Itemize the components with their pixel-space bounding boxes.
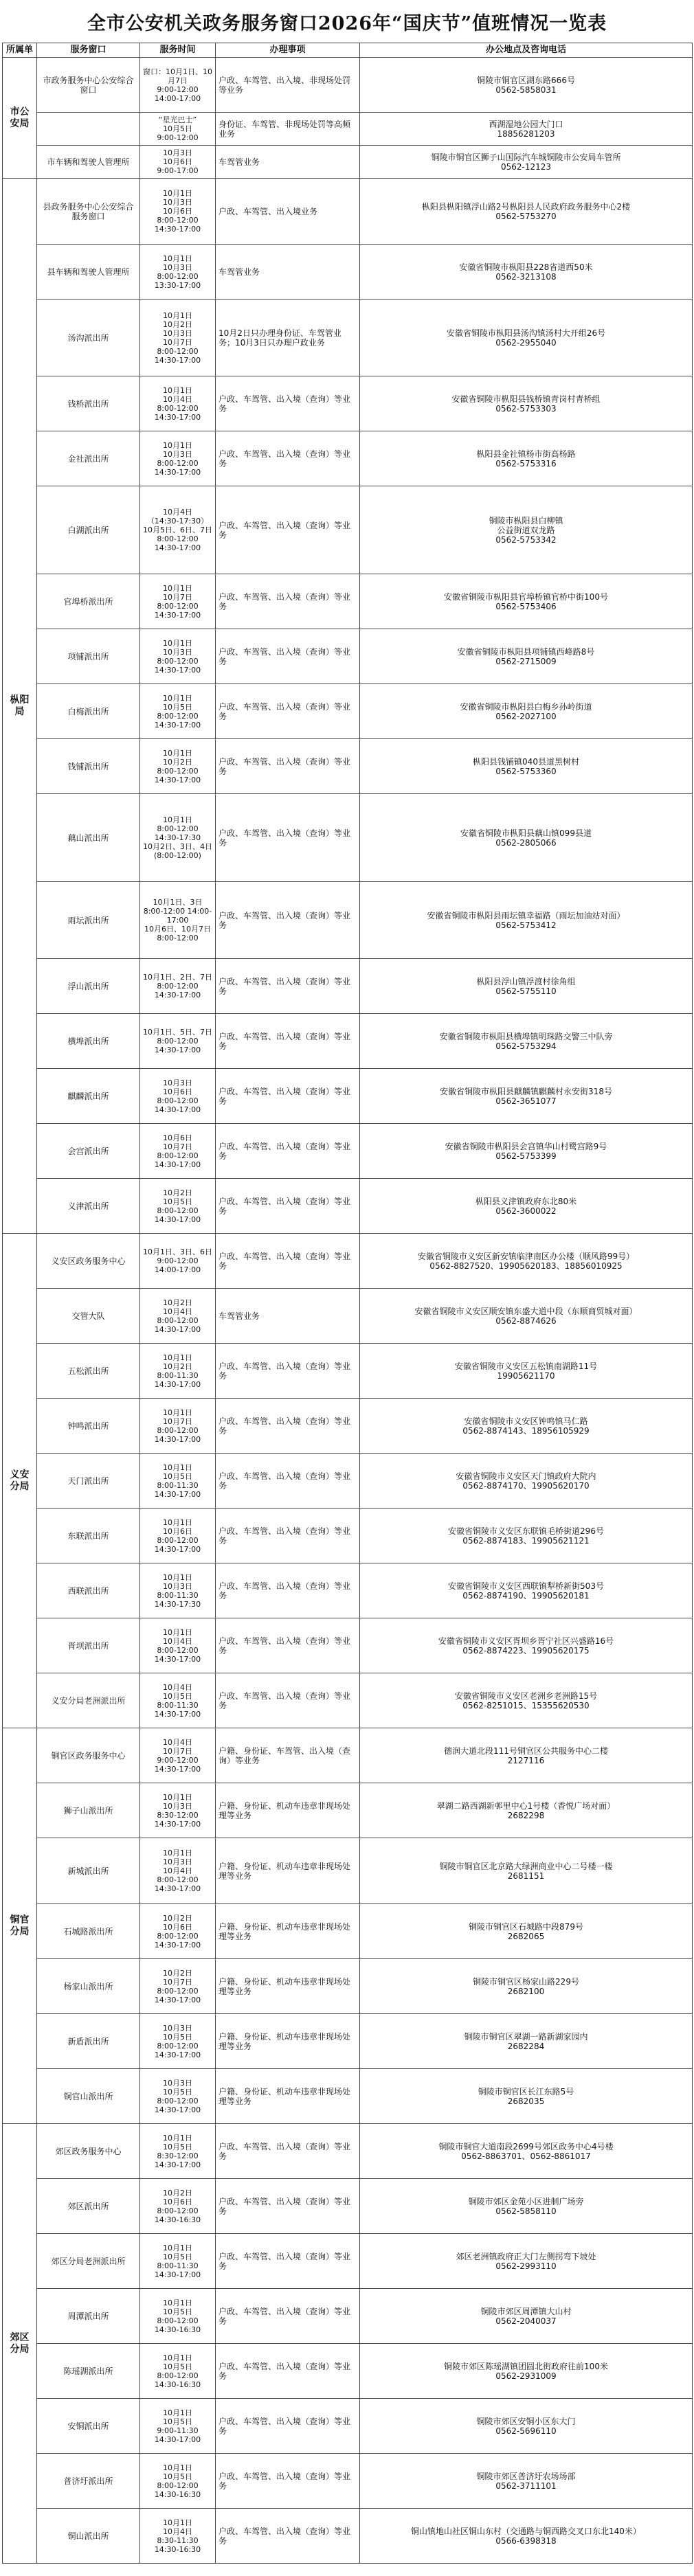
contact-cell: 安徽省铜陵市枞阳县会宫镇华山村鹭宫路9号 0562-5753399 bbox=[360, 1124, 693, 1179]
table-row bbox=[3, 2069, 693, 2124]
task-cell: 户政、车驾管、出入境（查询）等业务 bbox=[216, 2179, 360, 2234]
contact-cell: 安徽省铜陵市义安区胥坝乡胥宁社区兴盛路16号 0562-8874223、19905620175 bbox=[360, 1618, 693, 1673]
table-row bbox=[3, 245, 693, 300]
contact-cell: 铜陵市铜官区杨家山路229号 2682100 bbox=[360, 1959, 693, 2014]
time-cell: 10月4日 10月7日 9:00-12:00 14:30-17:00 bbox=[140, 1728, 216, 1783]
window-cell: 普济圩派出所 bbox=[37, 2454, 140, 2509]
table-row bbox=[3, 376, 693, 431]
window-cell: 铜官区政务服务中心 bbox=[37, 1728, 140, 1783]
time-cell: 10月1日 10月5日 8:00-11:30 14:30-17:00 bbox=[140, 1454, 216, 1509]
time-cell: 10月1日 10月5日 9:00-11:30 14:30-17:00 bbox=[140, 2399, 216, 2454]
window-cell: 西联派出所 bbox=[37, 1563, 140, 1618]
task-cell: 户政、车驾管、出入境（查询）等业务 bbox=[216, 1673, 360, 1728]
table-row bbox=[3, 1783, 693, 1838]
task-cell: 户政、车驾管、出入境（查询）等业务 bbox=[216, 1618, 360, 1673]
time-cell: 10月1日 10月4日 8:00-12:00 14:30-17:00 bbox=[140, 376, 216, 431]
window-cell: 县车辆和驾驶人管理所 bbox=[37, 245, 140, 300]
time-cell: 10月1日 10月5日 8:30-12:00 14:30-17:00 bbox=[140, 2124, 216, 2179]
contact-cell: 安徽省铜陵市义安区天门镇政府大院内 0562-8874170、19905620170 bbox=[360, 1454, 693, 1509]
window-cell: 陈瑶湖派出所 bbox=[37, 2344, 140, 2399]
contact-cell: 德润大道北段111号铜官区公共服务中心二楼 2127116 bbox=[360, 1728, 693, 1783]
bureau-cell: 市公安局 bbox=[3, 58, 37, 179]
task-cell: 车驾管业务 bbox=[216, 245, 360, 300]
contact-cell: 郊区老洲镇政府正大门左侧拐弯下坡处 0562-2993110 bbox=[360, 2234, 693, 2289]
header-window: 服务窗口 bbox=[37, 43, 140, 58]
contact-cell: 安徽省铜陵市枞阳县228省道西50米 0562-3213108 bbox=[360, 245, 693, 300]
window-cell: 汤沟派出所 bbox=[37, 300, 140, 376]
contact-cell: 枞阳县义津镇政府东北80米 0562-3600022 bbox=[360, 1179, 693, 1234]
table-row bbox=[3, 2234, 693, 2289]
window-cell: 项铺派出所 bbox=[37, 629, 140, 684]
window-cell: 郊区分局老洲派出所 bbox=[37, 2234, 140, 2289]
window-cell: 石城路派出所 bbox=[37, 1904, 140, 1959]
table-row bbox=[3, 2179, 693, 2234]
window-cell: 市政务服务中心公安综合窗口 bbox=[37, 58, 140, 113]
table-row bbox=[3, 1399, 693, 1454]
window-cell: 狮子山派出所 bbox=[37, 1783, 140, 1838]
time-cell: 10月3日 10月5日 8:00-12:00 14:30-17:00 bbox=[140, 2069, 216, 2124]
table-row bbox=[3, 2454, 693, 2509]
time-cell: 10月1日 10月4日 8:30-11:30 14:30-16:30 bbox=[140, 2509, 216, 2564]
table-row bbox=[3, 1179, 693, 1234]
time-cell: 10月1日、2日、7日 8:00-12:00 14:30-17:00 bbox=[140, 959, 216, 1014]
task-cell: 户政、车驾管、出入境（查询）等业务 bbox=[216, 1399, 360, 1454]
task-cell: 户籍、身份证、机动车违章非现场处理等业务 bbox=[216, 1838, 360, 1904]
contact-cell: 铜陵市枞阳县白柳镇 公益街道双龙路 0562-5753342 bbox=[360, 486, 693, 574]
time-cell: 10月1日 10月5日 8:00-12:00 14:30-16:30 bbox=[140, 2289, 216, 2344]
task-cell: 户政、车驾管、出入境（查询）等业务 bbox=[216, 2124, 360, 2179]
contact-cell: 枞阳县浮山镇浮渡村徐角组 0562-5755110 bbox=[360, 959, 693, 1014]
time-cell: 10月6日 10月7日 8:00-12:00 14:30-17:00 bbox=[140, 1124, 216, 1179]
window-cell: 周潭派出所 bbox=[37, 2289, 140, 2344]
table-row bbox=[3, 629, 693, 684]
task-cell: 户政、车驾管、出入境（查询）等业务 bbox=[216, 2399, 360, 2454]
table-row bbox=[3, 1563, 693, 1618]
time-cell: 10月1日 10月5日 8:00-11:30 14:30-17:00 bbox=[140, 2234, 216, 2289]
contact-cell: 铜山镇地山社区铜山东村（交通路与铜西路交叉口东北140米） 0566-6398318 bbox=[360, 2509, 693, 2564]
header-contact: 办公地点及咨询电话 bbox=[360, 43, 693, 58]
contact-cell: 安徽省铜陵市枞阳县项铺镇西峰路8号 0562-2715009 bbox=[360, 629, 693, 684]
window-cell bbox=[37, 113, 140, 146]
time-cell: 10月1日 10月2日 10月3日 10月7日 8:00-12:00 14:30-17:00 bbox=[140, 300, 216, 376]
table-row bbox=[3, 739, 693, 794]
window-cell: 新城派出所 bbox=[37, 1838, 140, 1904]
contact-cell: 安徽省铜陵市义安区西联镇犁桥新街503号 0562-8874190、19905620181 bbox=[360, 1563, 693, 1618]
time-cell: 10月1日、3日 8:00-12:00 14:00-17:00 10月6日、10月7日 8:00-12:00 bbox=[140, 882, 216, 959]
table-row bbox=[3, 1069, 693, 1124]
task-cell: 户政、车驾管、出入境（查询）等业务 bbox=[216, 1069, 360, 1124]
window-cell: 钟鸣派出所 bbox=[37, 1399, 140, 1454]
task-cell: 户籍、身份证、车驾管、出入境（查询）等业务 bbox=[216, 1728, 360, 1783]
table-row bbox=[3, 1673, 693, 1728]
task-cell: 户政、车驾管、出入境、非现场处罚等业务 bbox=[216, 58, 360, 113]
time-cell: 10月1日 10月3日 8:00-11:30 14:30-17:30 bbox=[140, 1563, 216, 1618]
time-cell: 10月1日 10月5日 8:00-12:00 14:30-17:00 bbox=[140, 684, 216, 739]
time-cell: 10月1日 10月7日 8:00-12:00 14:30-17:00 bbox=[140, 574, 216, 629]
table-row bbox=[3, 1838, 693, 1904]
window-cell: 藕山派出所 bbox=[37, 794, 140, 882]
contact-cell: 安徽省铜陵市枞阳县雨坛镇幸福路（雨坛加油站对面） 0562-5753412 bbox=[360, 882, 693, 959]
task-cell: 户政、车驾管、出入境（查询）等业务 bbox=[216, 1179, 360, 1234]
window-cell: 郊区派出所 bbox=[37, 2179, 140, 2234]
contact-cell: 安徽省铜陵市义安区东联镇毛桥街道296号 0562-8874183、19905621121 bbox=[360, 1509, 693, 1563]
contact-cell: 铜陵市郊区金苑小区进制广场旁 0562-5858110 bbox=[360, 2179, 693, 2234]
contact-cell: 铜陵市铜官区石城路中段879号 2682065 bbox=[360, 1904, 693, 1959]
window-cell: 铜官山派出所 bbox=[37, 2069, 140, 2124]
contact-cell: 安徽省铜陵市枞阳县麒麟镇麒麟村永安街318号 0562-3651077 bbox=[360, 1069, 693, 1124]
task-cell: 户政、车驾管、出入境（查询）等业务 bbox=[216, 574, 360, 629]
bureau-cell: 郊区分局 bbox=[3, 2124, 37, 2564]
contact-cell: 安徽省铜陵市枞阳县钱桥镇青岗村青桥组 0562-5753303 bbox=[360, 376, 693, 431]
time-cell: “星光巴士” 10月5日 9:00-12:00 bbox=[140, 113, 216, 146]
table-row bbox=[3, 58, 693, 113]
task-cell: 户政、车驾管、出入境（查询）等业务 bbox=[216, 1124, 360, 1179]
time-cell: 10月1日、3日、6日 9:00-12:00 14:00-17:00 bbox=[140, 1234, 216, 1289]
task-cell: 户政、车驾管、出入境（查询）等业务 bbox=[216, 376, 360, 431]
table-row bbox=[3, 2344, 693, 2399]
table-header-row bbox=[3, 43, 693, 58]
task-cell: 车驾管业务 bbox=[216, 146, 360, 179]
contact-cell: 铜陵市铜官大道南段2699号郊区政务中心4号楼 0562-8863701、0562-8861017 bbox=[360, 2124, 693, 2179]
task-cell: 车驾管业务 bbox=[216, 1289, 360, 1344]
table-row bbox=[3, 2289, 693, 2344]
time-cell: 10月1日 10月3日 10月4日 8:00-12:00 14:30-17:00 bbox=[140, 1838, 216, 1904]
task-cell: 10月2日只办理身份证、车驾管业务；10月3日只办理户政业务 bbox=[216, 300, 360, 376]
bureau-cell: 义安分局 bbox=[3, 1234, 37, 1728]
contact-cell: 铜陵市郊区陈瑶湖镇团圆北街政府往前100米 0562-2931009 bbox=[360, 2344, 693, 2399]
window-cell: 官埠桥派出所 bbox=[37, 574, 140, 629]
task-cell: 户政、车驾管、出入境（查询）等业务 bbox=[216, 1234, 360, 1289]
table-row bbox=[3, 1014, 693, 1069]
time-cell: 10月1日 10月3日 8:30-12:00 14:30-17:00 bbox=[140, 1783, 216, 1838]
time-cell: 10月1日 10月4日 8:00-12:00 14:30-17:00 bbox=[140, 1618, 216, 1673]
contact-cell: 安徽省铜陵市枞阳县汤沟镇汤村大开组26号 0562-2955040 bbox=[360, 300, 693, 376]
contact-cell: 安徽省铜陵市义安区五松镇南湖路11号 19905621170 bbox=[360, 1344, 693, 1399]
task-cell: 户籍、身份证、机动车违章非现场处理等业务 bbox=[216, 2069, 360, 2124]
time-cell: 10月2日 10月5日 8:00-12:00 14:30-17:00 bbox=[140, 1179, 216, 1234]
time-cell: 10月1日 10月5日 8:00-12:00 14:30-16:30 bbox=[140, 2344, 216, 2399]
table-row bbox=[3, 113, 693, 146]
task-cell: 户政、车驾管、出入境（查询）等业务 bbox=[216, 739, 360, 794]
time-cell: 10月1日 10月2日 8:00-12:00 14:30-17:00 bbox=[140, 739, 216, 794]
task-cell: 户政、车驾管、出入境业务 bbox=[216, 179, 360, 245]
contact-cell: 铜陵市郊区周潭镇大山村 0562-2040037 bbox=[360, 2289, 693, 2344]
table-row bbox=[3, 1344, 693, 1399]
time-cell: 10月1日 10月5日 8:00-12:00 14:30-16:30 bbox=[140, 2454, 216, 2509]
time-cell: 10月4日 （14:30-17:30） 10月5日、6日、7日 8:00-12:00 14:30-17:00 bbox=[140, 486, 216, 574]
time-cell: 10月1日 10月3日 8:00-12:00 13:30-17:00 bbox=[140, 245, 216, 300]
task-cell: 户籍、身份证、机动车违章非现场处理等业务 bbox=[216, 2014, 360, 2069]
task-cell: 户政、车驾管、出入境（查询）等业务 bbox=[216, 2289, 360, 2344]
table-row bbox=[3, 1959, 693, 2014]
task-cell: 户政、车驾管、出入境（查询）等业务 bbox=[216, 684, 360, 739]
window-cell: 郊区政务服务中心 bbox=[37, 2124, 140, 2179]
task-cell: 身份证、车驾管、非现场处罚等高频业务 bbox=[216, 113, 360, 146]
window-cell: 铜山派出所 bbox=[37, 2509, 140, 2564]
task-cell: 户籍、身份证、机动车违章非现场处理等业务 bbox=[216, 1904, 360, 1959]
window-cell: 麒麟派出所 bbox=[37, 1069, 140, 1124]
task-cell: 户政、车驾管、出入境（查询）等业务 bbox=[216, 882, 360, 959]
task-cell: 户政、车驾管、出入境（查询）等业务 bbox=[216, 794, 360, 882]
time-cell: 10月2日 10月4日 8:00-12:00 14:30-17:00 bbox=[140, 1289, 216, 1344]
window-cell: 浮山派出所 bbox=[37, 959, 140, 1014]
task-cell: 户政、车驾管、出入境（查询）等业务 bbox=[216, 2234, 360, 2289]
window-cell: 钱桥派出所 bbox=[37, 376, 140, 431]
task-cell: 户政、车驾管、出入境（查询）等业务 bbox=[216, 1509, 360, 1563]
window-cell: 市车辆和驾驶人管理所 bbox=[37, 146, 140, 179]
table-row bbox=[3, 1728, 693, 1783]
window-cell: 义安区政务服务中心 bbox=[37, 1234, 140, 1289]
window-cell: 新盾派出所 bbox=[37, 2014, 140, 2069]
time-cell: 10月3日 10月5日 8:00-12:00 14:30-17:00 bbox=[140, 2014, 216, 2069]
task-cell: 户政、车驾管、出入境（查询）等业务 bbox=[216, 1014, 360, 1069]
task-cell: 户籍、身份证、机动车违章非现场处理等业务 bbox=[216, 1959, 360, 2014]
contact-cell: 安徽省铜陵市义安区顺安镇东盛大道中段（东顺商贸城对面） 0562-8874626 bbox=[360, 1289, 693, 1344]
window-cell: 金社派出所 bbox=[37, 431, 140, 486]
table-row bbox=[3, 1904, 693, 1959]
window-cell: 钱铺派出所 bbox=[37, 739, 140, 794]
contact-cell: 安徽省铜陵市枞阳县藕山镇099县道 0562-2805066 bbox=[360, 794, 693, 882]
contact-cell: 铜陵市铜官区长江东路5号 2682035 bbox=[360, 2069, 693, 2124]
table-row bbox=[3, 1289, 693, 1344]
schedule-table bbox=[2, 43, 693, 2564]
table-row bbox=[3, 2014, 693, 2069]
time-cell: 10月3日 10月6日 9:00-17:00 bbox=[140, 146, 216, 179]
task-cell: 户政、车驾管、出入境（查询）等业务 bbox=[216, 629, 360, 684]
table-row bbox=[3, 574, 693, 629]
table-row bbox=[3, 300, 693, 376]
table-row bbox=[3, 431, 693, 486]
time-cell: 10月1日 10月7日 8:00-12:00 14:30-17:00 bbox=[140, 1399, 216, 1454]
table-row bbox=[3, 1124, 693, 1179]
window-cell: 县政务服务中心公安综合服务窗口 bbox=[37, 179, 140, 245]
contact-cell: 铜陵市铜官区翠湖一路新湖家园内 2682284 bbox=[360, 2014, 693, 2069]
window-cell: 会宫派出所 bbox=[37, 1124, 140, 1179]
window-cell: 横埠派出所 bbox=[37, 1014, 140, 1069]
task-cell: 户籍、身份证、机动车违章非现场处理等业务 bbox=[216, 1783, 360, 1838]
table-row bbox=[3, 882, 693, 959]
table-row bbox=[3, 2399, 693, 2454]
table-row bbox=[3, 2124, 693, 2179]
table-row bbox=[3, 794, 693, 882]
table-body bbox=[3, 58, 693, 2564]
time-cell: 10月1日 8:00-12:00 14:30-17:30 10月2日、3日、4日 (8:00-12:00) bbox=[140, 794, 216, 882]
task-cell: 户政、车驾管、出入境（查询）等业务 bbox=[216, 431, 360, 486]
window-cell: 五松派出所 bbox=[37, 1344, 140, 1399]
window-cell: 义津派出所 bbox=[37, 1179, 140, 1234]
contact-cell: 西湖湿地公园大门口 18856281203 bbox=[360, 113, 693, 146]
task-cell: 户政、车驾管、出入境（查询）等业务 bbox=[216, 1344, 360, 1399]
contact-cell: 枞阳县钱铺镇040县道黑树村 0562-5753360 bbox=[360, 739, 693, 794]
contact-cell: 铜陵市郊区普济圩农场场部 0562-3711101 bbox=[360, 2454, 693, 2509]
window-cell: 义安分局老洲派出所 bbox=[37, 1673, 140, 1728]
task-cell: 户政、车驾管、出入境（查询）等业务 bbox=[216, 2454, 360, 2509]
contact-cell: 铜陵市铜官区湖东路666号 0562-5858031 bbox=[360, 58, 693, 113]
task-cell: 户政、车驾管、出入境（查询）等业务 bbox=[216, 2509, 360, 2564]
time-cell: 10月3日 10月6日 8:00-12:00 14:30-17:00 bbox=[140, 1069, 216, 1124]
table-row bbox=[3, 1509, 693, 1563]
page-title: 全市公安机关政务服务窗口2026年“国庆节”值班情况一览表 bbox=[87, 12, 607, 34]
bureau-cell: 枞阳局 bbox=[3, 179, 37, 1234]
task-cell: 户政、车驾管、出入境（查询）等业务 bbox=[216, 959, 360, 1014]
contact-cell: 铜陵市铜官区狮子山国际汽车城铜陵市公安局车管所 0562-12123 bbox=[360, 146, 693, 179]
contact-cell: 铜陵市铜官区北京路大绿洲商业中心二号楼一楼 2681151 bbox=[360, 1838, 693, 1904]
window-cell: 白梅派出所 bbox=[37, 684, 140, 739]
table-row bbox=[3, 179, 693, 245]
time-cell: 10月2日 10月7日 8:00-12:00 14:30-17:00 bbox=[140, 1959, 216, 2014]
contact-cell: 枞阳县枞阳镇浮山路2号枞阳县人民政府政务服务中心2楼 0562-5753270 bbox=[360, 179, 693, 245]
table-row bbox=[3, 2509, 693, 2564]
contact-cell: 安徽省铜陵市义安区新安镇临津南区办公楼（顺风路99号） 0562-8827520、19905620183、18856010925 bbox=[360, 1234, 693, 1289]
time-cell: 10月2日 10月6日 8:00-12:00 14:30-16:30 bbox=[140, 2179, 216, 2234]
window-cell: 杨家山派出所 bbox=[37, 1959, 140, 2014]
bureau-cell: 铜官分局 bbox=[3, 1728, 37, 2124]
window-cell: 安铜派出所 bbox=[37, 2399, 140, 2454]
table-row bbox=[3, 1234, 693, 1289]
header-time: 服务时间 bbox=[140, 43, 216, 58]
table-row bbox=[3, 146, 693, 179]
table-row bbox=[3, 1454, 693, 1509]
contact-cell: 安徽省铜陵市义安区老洲乡老洲路15号 0562-8251015、15355620530 bbox=[360, 1673, 693, 1728]
contact-cell: 安徽省铜陵市枞阳县白梅乡孙岭街道 0562-2027100 bbox=[360, 684, 693, 739]
time-cell: 10月1日、5日、7日 8:00-12:00 14:30-17:00 bbox=[140, 1014, 216, 1069]
contact-cell: 枞阳县金社镇杨市街高杨路 0562-5753316 bbox=[360, 431, 693, 486]
table-row bbox=[3, 684, 693, 739]
window-cell: 雨坛派出所 bbox=[37, 882, 140, 959]
time-cell: 10月1日 10月6日 8:00-12:00 14:30-17:00 bbox=[140, 1509, 216, 1563]
contact-cell: 翠湖二路西湖新邨里中心1号楼（香悦广场对面） 2682298 bbox=[360, 1783, 693, 1838]
task-cell: 户政、车驾管、出入境（查询）等业务 bbox=[216, 1454, 360, 1509]
task-cell: 户政、车驾管、出入境（查询）等业务 bbox=[216, 2344, 360, 2399]
contact-cell: 安徽省铜陵市义安区钟鸣镇马仁路 0562-8874143、18956105929 bbox=[360, 1399, 693, 1454]
time-cell: 10月4日 10月5日 8:00-11:30 14:30-17:00 bbox=[140, 1673, 216, 1728]
time-cell: 10月1日 10月3日 10月6日 8:00-12:00 14:30-17:00 bbox=[140, 179, 216, 245]
task-cell: 户政、车驾管、出入境（查询）等业务 bbox=[216, 486, 360, 574]
window-cell: 白湖派出所 bbox=[37, 486, 140, 574]
time-cell: 10月1日 10月3日 8:00-12:00 14:30-17:00 bbox=[140, 629, 216, 684]
time-cell: 10月1日 10月2日 8:00-11:30 14:30-17:00 bbox=[140, 1344, 216, 1399]
window-cell: 胥坝派出所 bbox=[37, 1618, 140, 1673]
contact-cell: 安徽省铜陵市枞阳县横埠镇明珠路交警三中队旁 0562-5753294 bbox=[360, 1014, 693, 1069]
header-bureau: 所属单 bbox=[3, 43, 37, 58]
table-row bbox=[3, 486, 693, 574]
contact-cell: 安徽省铜陵市枞阳县官埠桥镇官桥中街100号 0562-5753406 bbox=[360, 574, 693, 629]
table-row bbox=[3, 959, 693, 1014]
time-cell: 10月2日 10月6日 8:00-12:00 14:30-17:00 bbox=[140, 1904, 216, 1959]
window-cell: 交管大队 bbox=[37, 1289, 140, 1344]
time-cell: 10月1日 10月3日 8:00-12:00 14:30-17:00 bbox=[140, 431, 216, 486]
window-cell: 东联派出所 bbox=[37, 1509, 140, 1563]
contact-cell: 铜陵市郊区安铜小区东大门 0562-5696110 bbox=[360, 2399, 693, 2454]
table-row bbox=[3, 1618, 693, 1673]
task-cell: 户政、车驾管、出入境（查询）等业务 bbox=[216, 1563, 360, 1618]
header-task: 办理事项 bbox=[216, 43, 360, 58]
time-cell: 窗口：10月1日、10月7日 9:00-12:00 14:00-17:00 bbox=[140, 58, 216, 113]
window-cell: 天门派出所 bbox=[37, 1454, 140, 1509]
